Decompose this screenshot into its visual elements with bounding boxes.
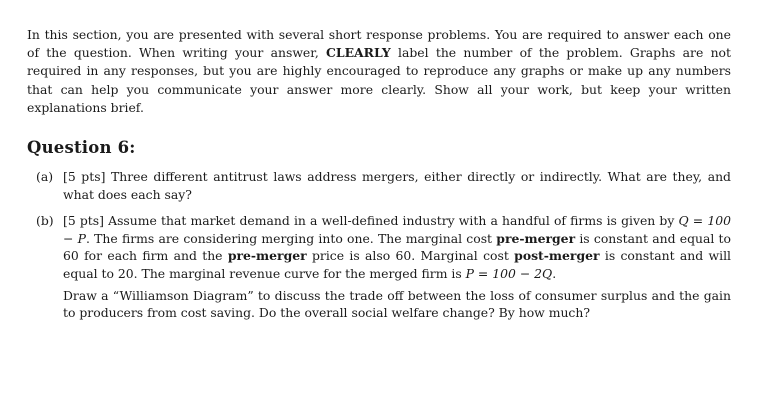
pre-merger-term-1: pre-merger xyxy=(496,230,576,246)
post-merger-term: post-merger xyxy=(514,248,600,264)
part-a-body: Three different antitrust laws address mergers, either directly or indirectly. What are they, and what does each say? xyxy=(63,169,731,202)
part-a-points: [5 pts] xyxy=(63,169,106,185)
marginal-revenue-equation: P = 100 − 2Q xyxy=(465,265,553,281)
part-b-paragraph-2: Draw a “Williamson Diagram” to discuss the trade off between the loss of consumer surplus and the gain to producers from cost saving. Do the overall social welfare change? By how much? xyxy=(63,287,731,321)
intro-emphasis: CLEARLY xyxy=(326,45,391,61)
question-parts xyxy=(27,168,731,322)
part-b-text-2: . The firms are considering merging into one. The marginal cost xyxy=(85,230,497,246)
question-part-a xyxy=(27,168,731,203)
part-b-text-6: . xyxy=(552,265,557,281)
document-page xyxy=(27,26,731,322)
part-b-text-4: price is also 60. Marginal cost xyxy=(306,248,515,264)
part-b-points: [5 pts] xyxy=(63,213,104,229)
part-b-label: (b) xyxy=(36,213,54,229)
part-b-paragraph-1 xyxy=(63,212,731,282)
question-part-b xyxy=(27,212,731,322)
intro-text-part2: label the number of the problem. Graphs are not required in any responses, but you are highly encouraged to reproduce any graphs or make up any numbers that can help you communicate your answer more clearly. Show all your work, but keep your written explanations brief. xyxy=(27,45,732,115)
part-b-text-1: Assume that market demand in a well-defined industry with a handful of firms is given by xyxy=(108,213,679,229)
part-b-text-3: is constant and equal to 60 for each firm and the xyxy=(63,230,732,264)
intro-paragraph xyxy=(27,26,731,117)
intro-text-part1: In this section, you are presented with several short response problems. You are required to answer each one of the question. When writing your answer, xyxy=(27,27,731,61)
demand-equation: Q = 100 − P xyxy=(63,213,731,246)
pre-merger-term-2: pre-merger xyxy=(227,248,307,264)
part-a-label: (a) xyxy=(36,169,54,185)
part-a-text xyxy=(63,168,731,203)
part-b-text-5: is constant and will equal to 20. The marginal revenue curve for the merged firm is xyxy=(63,248,731,281)
question-title: Question 6: xyxy=(27,138,136,158)
